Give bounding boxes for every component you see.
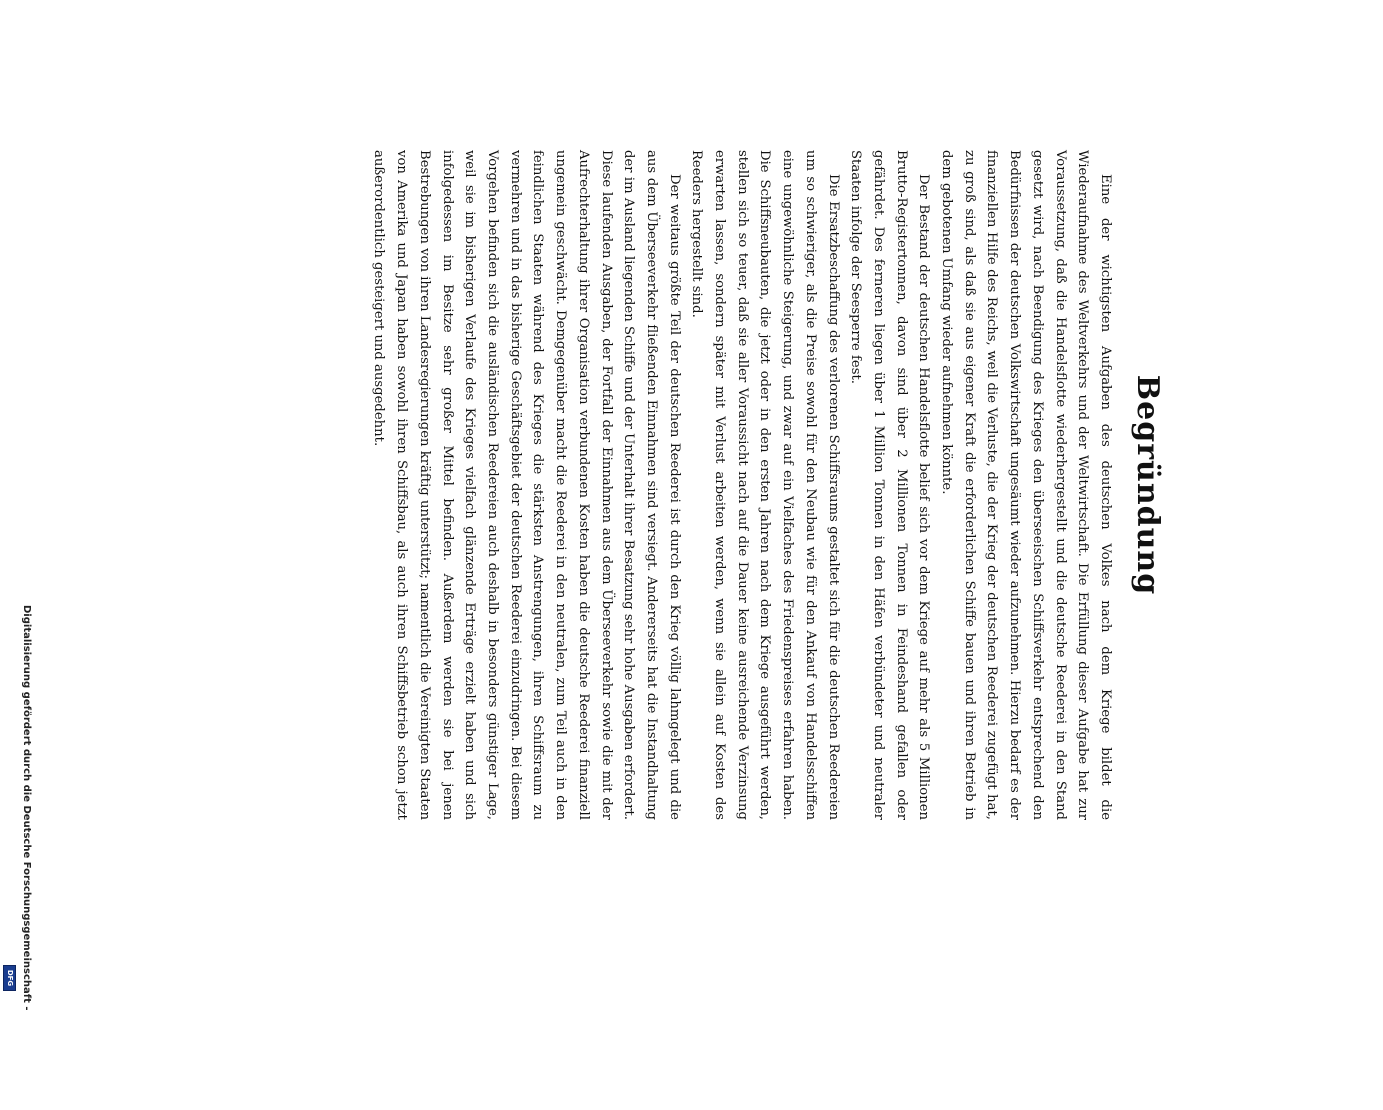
paragraph-3: Die Ersatzbeschaffung des verlorenen Schiffsraums gestaltet sich für die deutschen Reedereien um so schwieriger, als die Preise sowohl für den Neubau wie für den Ankauf von Handelsschiffen eine ungewöhnliche Steigerung, und zwar auf ein Vielfaches des Friedenspreises erfahren haben. Die Schiffsneubauten, die jetzt oder in den ersten Jahren nach dem Kriege ausgeführt werden, stellen sich so teuer, daß sie aller Voraussicht nach auf die Dauer keine ausreichende Verzinsung erwarten lassen, sondern später mit Verlust arbeiten werden, wenn sie allein auf Kosten des Reeders hergestellt sind. xyxy=(689,150,841,820)
digitization-credit xyxy=(0,605,32,1011)
paragraph-2: Der Bestand der deutschen Handelsflotte belief sich vor dem Kriege auf mehr als 5 Millionen Brutto-Registertonnen, davon sind über 2 Millionen Tonnen in Feindeshand gefallen oder gefährdet. Des ferneren liegen über 1 Million Tonnen in den Häfen verbündeter und neutraler Staaten infolge der Seesperre fest. xyxy=(848,150,932,820)
paragraph-1: Eine der wichtigsten Aufgaben des deutschen Volkes nach dem Kriege bildet die Wiederaufnahme des Weltverkehrs und der Weltwirtschaft. Die Erfüllung dieser Aufgabe hat zur Voraussetzung, daß die Handelsflotte wiederhergestellt und die deutsche Reederei in den Stand gesetzt wird, nach Beendigung des Krieges den überseeischen Schiffsverkehr entsprechend den Bedürfnissen der deutschen Volkswirtschaft ungesäumt wieder aufzunehmen. Hierzu bedarf es der finanziellen Hilfe des Reichs, weil die Verluste, die der Krieg der deutschen Reederei zugefügt hat, zu groß sind, als daß sie aus eigener Kraft die erforderlichen Schiffe bauen und ihren Betrieb in dem gebotenen Umfang wieder aufnehmen könnte. xyxy=(939,150,1113,820)
dfg-logo-text: DFG xyxy=(5,969,14,987)
document-title: Begründung xyxy=(1130,374,1165,596)
dfg-logo-icon xyxy=(3,965,16,991)
text-column xyxy=(205,150,1165,820)
rotated-text-block xyxy=(245,150,1165,1110)
credit-text: Digitalisierung gefördert durch die Deutsche Forschungsgemeinschaft - xyxy=(21,605,32,1011)
paragraph-4: Der weitaus größte Teil der deutschen Reederei ist durch den Krieg völlig lahmgelegt und die aus dem Überseeverkehr fließenden Einnahmen sind versiegt. Andererseits hat die Instandhaltung der im Ausland liegenden Schiffe und der Unterhalt ihrer Besatzung sehr hohe Ausgaben erfordert. Diese laufenden Ausgaben, der Fortfall der Einnahmen aus dem Überseeverkehr sowie die mit der Aufrechterhaltung ihrer Organisation verbundenen Kosten haben die deutsche Reederei finanziell ungemein geschwächt. Demgegenüber macht die Reederei in den neutralen, zum Teil auch in den feindlichen Staaten während des Krieges die stärksten Anstrengungen, ihren Schiffsraum zu vermehren und in das bisherige Geschäftsgebiet der deutschen Reederei einzudringen. Bei diesem Vorgehen befinden sich die ausländischen Reedereien auch deshalb in besonders günstiger Lage, weil sie im bisherigen Verlaufe des Krieges vielfach glänzende Erträge erzielt haben und sich infolgedessen im Besitze sehr großer Mittel befinden. Außerdem werden sie bei jenen Bestrebungen von ihren Landesregierungen kräftig unterstützt; namentlich die Vereinigten Staaten von Amerika und Japan haben sowohl ihren Schiffsbau, als auch ihren Schiffsbetrieb schon jetzt außerordentlich gesteigert und ausgedehnt. xyxy=(371,150,682,820)
